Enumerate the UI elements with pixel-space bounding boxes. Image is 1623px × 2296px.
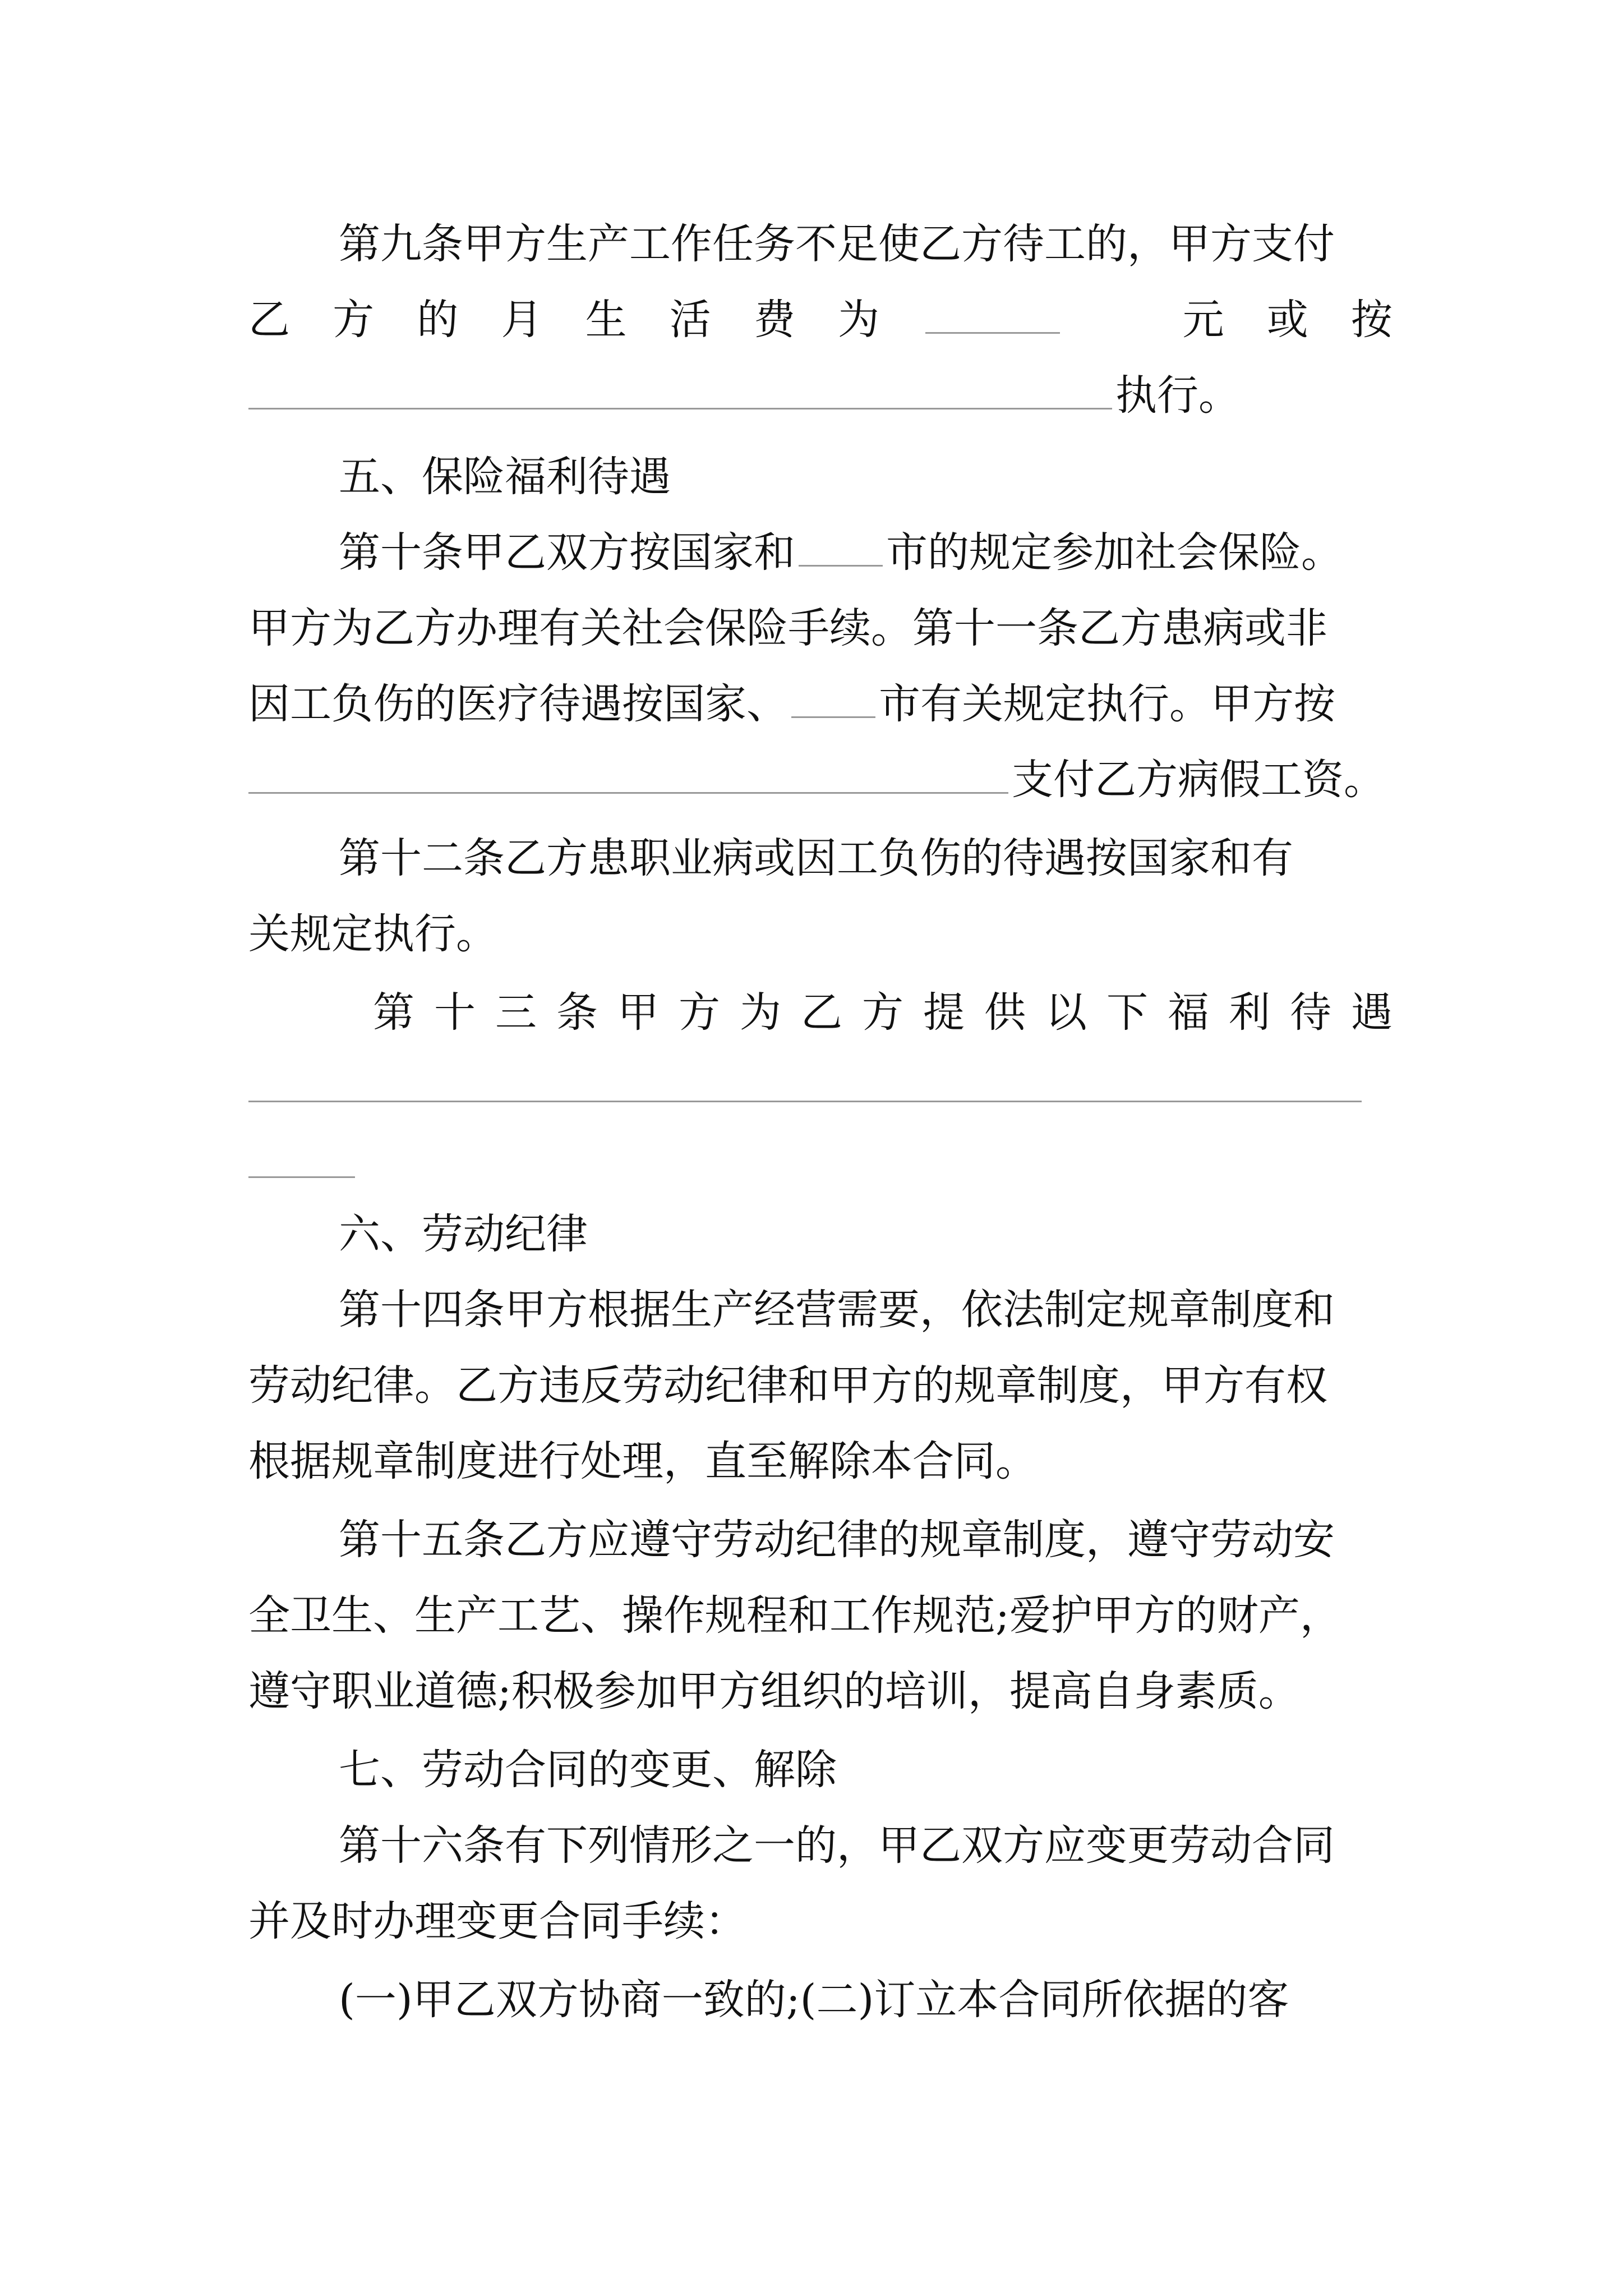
article-13-char: 乙 (801, 988, 842, 1037)
article-10-text-b: 市的规定参加社会保险。 (886, 528, 1343, 577)
article-9-char: 月 (501, 296, 543, 344)
article-10-line-1 (339, 519, 1393, 586)
article-13-char: 方 (679, 988, 720, 1037)
article-12-line-2: 关规定执行。 (248, 910, 497, 958)
article-11-tail: 支付乙方病假工资。 (1012, 756, 1385, 804)
article-13-line-1 (373, 979, 1393, 1046)
article-16-line-2: 并及时办理变更合同手续： (248, 1897, 746, 1945)
article-13-char: 福 (1168, 988, 1209, 1037)
article-11-line-3 (248, 670, 1393, 738)
article-13-char: 下 (1106, 988, 1148, 1037)
article-13-char: 甲 (617, 988, 659, 1037)
article-11-line-4 (248, 746, 1393, 813)
article-13-char: 待 (1290, 988, 1331, 1037)
article-9-char: 为 (838, 296, 880, 344)
living-allowance-blank[interactable] (925, 291, 1060, 334)
article-9-char: 费 (753, 296, 795, 344)
article-13-char: 为 (740, 988, 781, 1037)
article-14-line-3: 根据规章制度进行处理，直至解除本合同。 (248, 1437, 1037, 1485)
article-9-tail: 执行。 (1115, 371, 1240, 420)
article-9-char: 活 (669, 296, 711, 344)
article-13-char: 条 (556, 988, 598, 1037)
article-10-text-a: 第十条甲乙双方按国家和 (339, 528, 795, 577)
article-16-line-1: 第十六条有下列情形之一的，甲乙双方应变更劳动合同 (339, 1821, 1335, 1870)
article-14-line-2: 劳动纪律。乙方违反劳动纪律和甲方的规章制度，甲方有权 (248, 1361, 1327, 1410)
article-13-char: 供 (984, 988, 1026, 1037)
article-11-text-a: 因工负伤的医疗待遇按国家、 (248, 680, 788, 728)
article-9-line-1: 第九条甲方生产工作任务不足使乙方待工的，甲方支付 (339, 220, 1335, 268)
article-11-text-b: 市有关规定执行。甲方按 (879, 680, 1335, 728)
article-13-char: 利 (1229, 988, 1270, 1037)
article-15-line-1: 第十五条乙方应遵守劳动纪律的规章制度，遵守劳动安 (339, 1516, 1335, 1564)
article-13-char: 以 (1045, 988, 1087, 1037)
section-6-heading: 六、劳动纪律 (339, 1210, 588, 1258)
article-9-char: 或 (1266, 296, 1308, 344)
article-9-char: 的 (417, 296, 459, 344)
article-13-char: 方 (862, 988, 903, 1037)
article-13-char: 提 (923, 988, 965, 1037)
city-blank-2[interactable] (791, 675, 875, 718)
article-9-char: 按 (1350, 296, 1393, 344)
article-9-char: 生 (585, 296, 627, 344)
welfare-blank-line-2[interactable] (248, 1176, 355, 1178)
article-10-11-line-2: 甲方为乙方办理有关社会保险手续。第十一条乙方患病或非 (248, 604, 1327, 652)
article-12-line-1: 第十二条乙方患职业病或因工负伤的待遇按国家和有 (339, 834, 1293, 882)
article-9-char: 元 (1182, 296, 1224, 344)
article-13-char: 第 (373, 988, 414, 1037)
article-15-line-2: 全卫生、生产工艺、操作规程和工作规范;爱护甲方的财产， (248, 1591, 1341, 1640)
section-5-heading: 五、保险福利待遇 (339, 453, 671, 501)
article-13-char: 遇 (1351, 988, 1393, 1037)
article-13-char: 三 (495, 988, 537, 1037)
sick-pay-basis-blank[interactable] (248, 751, 1008, 794)
article-9-char: 乙 (248, 296, 290, 344)
article-16-line-3: (一)甲乙双方协商一致的;(二)订立本合同所依据的客 (339, 1976, 1289, 2024)
article-14-line-1: 第十四条甲方根据生产经营需要，依法制定规章制度和 (339, 1286, 1335, 1334)
article-9-char: 方 (333, 296, 375, 344)
section-7-heading: 七、劳动合同的变更、解除 (339, 1746, 837, 1794)
city-blank-1[interactable] (799, 523, 883, 567)
article-9-line-2 (248, 286, 1393, 353)
article-15-line-3: 遵守职业道德;积极参加甲方组织的培训，提高自身素质。 (248, 1667, 1300, 1715)
article-13-char: 十 (434, 988, 476, 1037)
welfare-blank-line-1[interactable] (248, 1101, 1362, 1102)
execution-basis-blank[interactable] (248, 366, 1112, 409)
article-9-line-3 (248, 362, 1393, 429)
